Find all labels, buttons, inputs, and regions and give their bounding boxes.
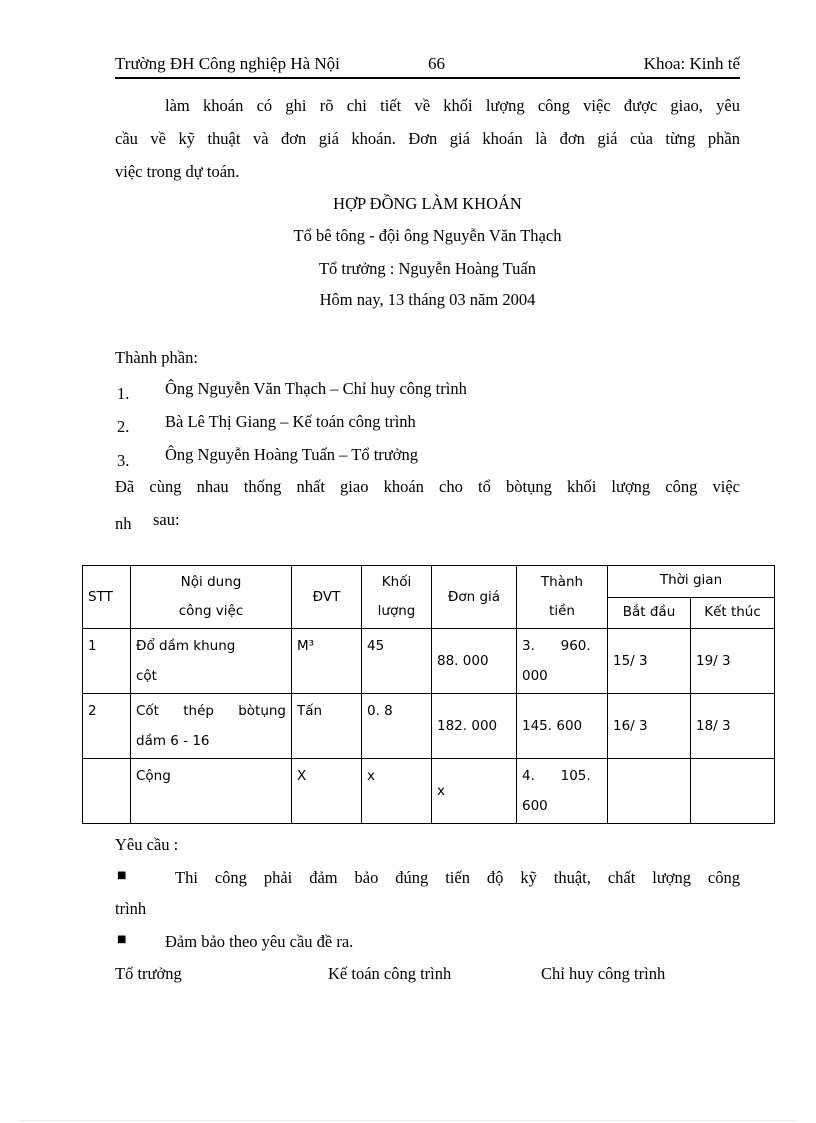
row-2-content-line-2: dầm 6 - 16 — [136, 733, 210, 749]
intro-line-1: làm khoán có ghi rõ chi tiết về khối lượng công việc được giao, yêu — [165, 96, 740, 115]
header-total-line-2: tiền — [549, 603, 575, 619]
table-row — [83, 759, 775, 824]
row-3-content-line-1: Cộng — [136, 768, 171, 784]
row-3-stt — [83, 759, 131, 824]
row-1-total-line-2: 000 — [522, 668, 548, 684]
signature-leader: Tổ trưởng — [115, 964, 182, 983]
row-1-content-line-1: Đổ dầm khung — [136, 638, 236, 654]
member-num-3: 3. — [117, 451, 130, 470]
header-end: Kết thúc — [691, 597, 775, 629]
work-table — [82, 565, 775, 824]
row-1-qty: 45 — [362, 629, 432, 694]
bullet-icon: ■ — [117, 934, 127, 945]
requirement-2: Đảm bảo theo yêu cầu đề ra. — [165, 932, 354, 951]
header-price: Đơn giá — [432, 566, 517, 629]
row-1-start: 15/ 3 — [608, 629, 691, 694]
row-3-price: x — [432, 759, 517, 824]
row-2-start: 16/ 3 — [608, 694, 691, 759]
row-1-end: 19/ 3 — [691, 629, 775, 694]
header-school: Trường ĐH Công nghiệp Hà Nội — [115, 54, 340, 73]
signature-commander: Chỉ huy công trình — [541, 964, 666, 983]
intro-line-2: cầu về kỹ thuật và đơn giá khoán. Đơn giá khoán là đơn giá của từng phần — [115, 129, 740, 148]
row-3-qty: x — [362, 759, 432, 824]
row-1-content — [131, 629, 292, 694]
contract-team: Tổ bê tông - đội ông Nguyễn Văn Thạch — [293, 226, 562, 245]
row-1-unit: M³ — [292, 629, 362, 694]
member-num-2: 2. — [117, 417, 130, 436]
row-3-unit: X — [292, 759, 362, 824]
row-2-price: 182. 000 — [432, 694, 517, 759]
member-text-1: Ông Nguyễn Văn Thạch – Chỉ huy công trình — [165, 379, 467, 398]
members-heading: Thành phần: — [115, 348, 198, 367]
page-number: 66 — [428, 54, 445, 73]
member-text-3: Ông Nguyễn Hoàng Tuấn – Tổ trưởng — [165, 445, 418, 464]
row-1-price: 88. 000 — [432, 629, 517, 694]
contract-leader: Tổ trưởng : Nguyễn Hoàng Tuấn — [318, 259, 537, 278]
header-content-line-2: công việc — [178, 603, 244, 619]
header-rule — [115, 77, 740, 79]
header-stt: STT — [83, 566, 131, 629]
header-total — [517, 566, 608, 629]
table-row — [83, 694, 775, 759]
row-2-qty: 0. 8 — [362, 694, 432, 759]
row-2-content — [131, 694, 292, 759]
header-qty — [362, 566, 432, 629]
agreement-line-2a: nh — [115, 514, 132, 533]
member-text-2: Bà Lê Thị Giang – Kế toán công trình — [165, 412, 416, 431]
header-time: Thời gian — [608, 566, 775, 598]
bullet-icon: ■ — [117, 870, 127, 881]
table-header-row — [83, 566, 775, 598]
header-qty-line-2: lượng — [377, 603, 416, 619]
row-2-total: 145. 600 — [517, 694, 608, 759]
header-qty-line-1: Khối — [381, 574, 412, 590]
row-3-total-line-1: 4. 105. — [522, 768, 591, 784]
row-1-total-line-1: 3. 960. — [522, 638, 591, 654]
agreement-line-1: Đã cùng nhau thống nhất giao khoán cho tổ bòtụng khối lượng công việc — [115, 477, 740, 496]
row-2-end: 18/ 3 — [691, 694, 775, 759]
row-1-stt: 1 — [83, 629, 131, 694]
intro-line-3: việc trong dự toán. — [115, 162, 240, 181]
requirement-1-line-2: trình — [115, 899, 147, 918]
requirement-1-line-1: Thi công phải đảm bảo đúng tiến độ kỹ thuật, chất lượng công — [175, 868, 740, 887]
row-2-unit: Tấn — [292, 694, 362, 759]
contract-title: HỢP ĐỒNG LÀM KHOÁN — [333, 194, 522, 213]
row-1-content-line-2: cột — [136, 668, 157, 684]
row-3-end — [691, 759, 775, 824]
member-num-1: 1. — [117, 384, 130, 403]
header-content-line-1: Nội dung — [180, 574, 242, 590]
requirements-heading: Yêu cầu : — [115, 835, 179, 854]
page-bottom-edge — [20, 1120, 796, 1121]
row-2-content-line-1: Cốt thép bòtụng — [136, 703, 286, 719]
row-3-start — [608, 759, 691, 824]
header-total-line-1: Thành — [540, 574, 584, 590]
signature-accountant: Kế toán công trình — [328, 964, 452, 983]
header-faculty: Khoa: Kinh tế — [643, 54, 740, 73]
header-content — [131, 566, 292, 629]
row-3-total — [517, 759, 608, 824]
header-start: Bắt đầu — [608, 597, 691, 629]
table-row — [83, 629, 775, 694]
row-2-stt: 2 — [83, 694, 131, 759]
row-1-total — [517, 629, 608, 694]
row-3-total-line-2: 600 — [522, 798, 548, 814]
contract-date: Hôm nay, 13 tháng 03 năm 2004 — [319, 290, 536, 309]
header-unit: ĐVT — [292, 566, 362, 629]
agreement-line-2b: sau: — [153, 510, 180, 529]
row-3-content — [131, 759, 292, 824]
